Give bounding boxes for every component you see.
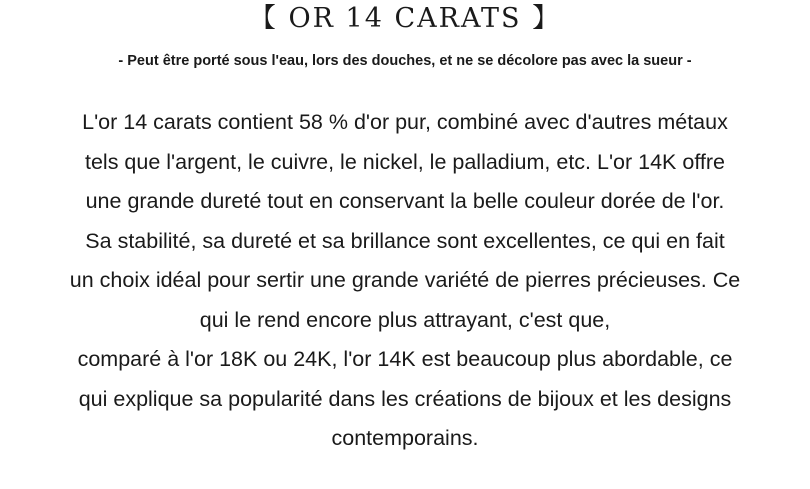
paragraph-line: contemporains.	[331, 426, 479, 450]
paragraph-line: qui le rend encore plus attrayant, c'est que,	[199, 307, 611, 332]
paragraph-line: qui explique sa popularité dans les créations de bijoux et les designs	[78, 386, 732, 411]
section-subtitle: - Peut être porté sous l'eau, lors des douches, et ne se décolore pas avec la sueur -	[118, 53, 692, 69]
paragraph-line: un choix idéal pour sertir une grande variété de pierres précieuses. Ce	[69, 268, 741, 292]
description-paragraph	[4, 103, 806, 459]
paragraph-line: tels que l'argent, le cuivre, le nickel, le palladium, etc. L'or 14K offre	[84, 149, 725, 174]
paragraph-line: Sa stabilité, sa dureté et sa brillance sont excellentes, ce qui en fait	[85, 228, 725, 253]
paragraph-line: comparé à l'or 18K ou 24K, l'or 14K est beaucoup plus abordable, ce	[77, 347, 733, 371]
section-title: 【 OR 14 CARATS 】	[248, 3, 562, 34]
paragraph-line: une grande dureté tout en conservant la belle couleur dorée de l'or.	[85, 189, 725, 213]
paragraph-line: L'or 14 carats contient 58 % d'or pur, combiné avec d'autres métaux	[82, 110, 728, 134]
